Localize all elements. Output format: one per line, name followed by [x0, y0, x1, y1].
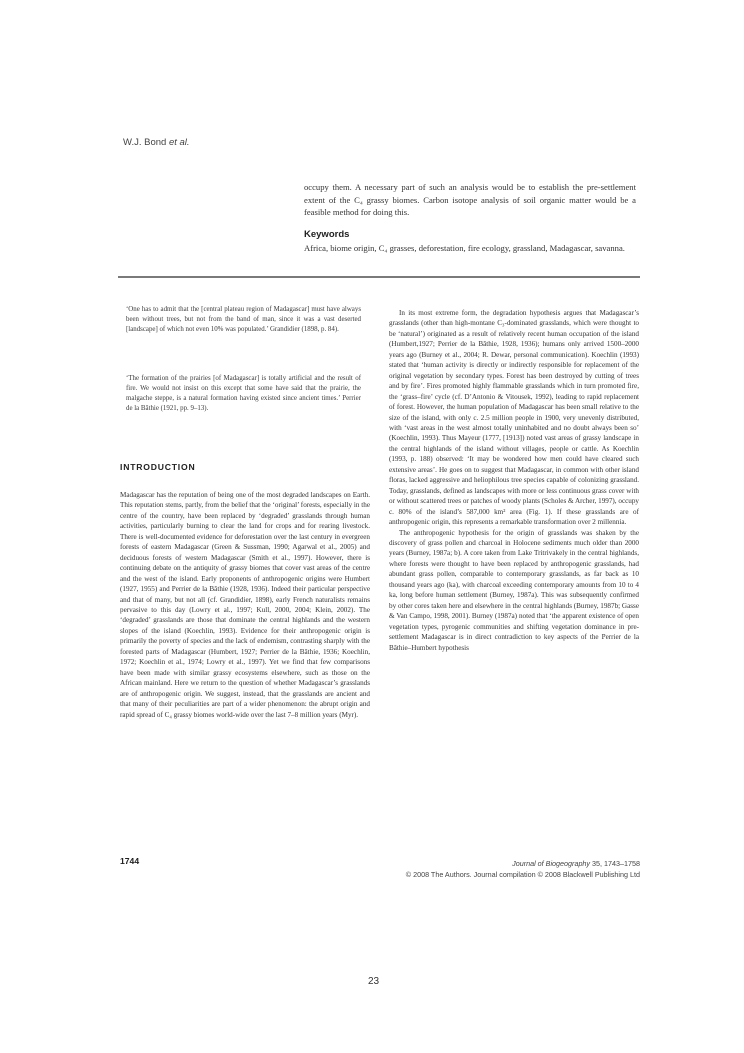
epigraph-text: ‘One has to admit that the [central plateau region of Madagascar] must have always been without trees, but not from the band of man, since it was a vast deserted [landscape] of which not even 10% was populated.’ Grandidier (1898, p. 84).	[126, 306, 361, 334]
running-head-authors: W.J. Bond	[123, 137, 167, 148]
running-head	[123, 137, 190, 148]
keywords-heading: Keywords	[304, 229, 350, 240]
epigraph-grandidier	[126, 305, 361, 335]
body-paragraph: The anthropogenic hypothesis for the origin of grasslands was shaken by the discovery of grass pollen and charcoal in Holocene sediments much older than 2000 years (Burney, 1987a; b). A core taken from Lake Tritrivakely in the central highlands, where forests were thought to have been replaced by anthropogenic grasslands, had abundant grass pollen, comparable to contemporary grasslands, as far back as 10 thousand years ago (ka), with charcoal exceeding contemporary amounts from 10 to 4 ka, long before human settlement (Burney, 1987a). This was subsequently confirmed by other cores taken here and elsewhere in the central highlands (Burney, 1987b; Gasse & Van Campo, 1998, 2001). Burney (1987a) noted that ‘the apparent existence of open vegetation types, pyrogenic communities and shifting vegetation dominance in pre-settlement Madagascar is in direct contradiction to key aspects of the Perrier de la Bâthie–Humbert hypothesis	[389, 528, 639, 652]
journal-volume: 35, 1743–1758	[592, 859, 640, 868]
epigraph-text: ‘The formation of the prairies [of Madagascar] is totally artificial and the result of fire. We would not insist on this except that some have said that the prairie, the malgache steppe, is a natural formation having existed since ancient times.’ Perrier de la Bâthie (1921, pp. 9–13).	[126, 375, 361, 413]
scan-page-number: 23	[368, 976, 380, 987]
copyright-line: © 2008 The Authors. Journal compilation © 2008 Blackwell Publishing Ltd	[405, 869, 640, 879]
left-column	[120, 490, 370, 720]
section-divider	[118, 276, 640, 278]
running-head-etal: et al.	[168, 137, 190, 148]
body-paragraph: In its most extreme form, the degradation hypothesis argues that Madagascar’s grasslands (other than high-montane C₃-dominated grasslands, which were thought to be ‘natural’) originated as a result of relatively recent human occupation of the island (Humbert,1927; Perrier de la Bâthie, 1928, 1936); humans only arrived 1500–2000 years ago (Burney et al., 2004; R. Dewar, personal communication). Koechlin (1993) stated that ‘human activity is directly or indirectly responsible for replacement of the original vegetation by secondary types. Forest has been destroyed by cutting of trees and by fire’. Fires promoted highly flammable grasslands which in turn promoted fire, the ‘grass–fire’ cycle (cf. D’Antonio & Vitousek, 1992), leading to rapid replacement of forest. However, the human population of Madagascar has been small relative to the size of the island, with only c. 2.5 million people in 1900, very unevenly distributed, with ‘vast areas in the west almost totally uninhabited and no doubt always been so’ (Koechlin, 1993). Thus Mayeur (1777, [1913]) noted vast areas of grassy landscape in the central highlands of the island without villages, people or cattle. As Koechlin (1993, p. 188) observed: ‘It may be wondered how men could have cleared such extensive areas’. He goes on to suggest that Madagascar, in common with other island floras, lacked aggressive and heliophilous tree species capable of colonizing grassland. Today, grasslands, defined as landscapes with more or less continuous grass cover with or without scattered trees or patches of woody plants (Scholes & Archer, 1997), occupy c. 80% of the island’s 587,000 km² area (Fig. 1). If these grasslands are of anthropogenic origin, this represents a remarkable transformation over 2 millennia.	[389, 309, 639, 527]
abstract-continuation	[304, 181, 636, 219]
epigraph-perrier	[126, 374, 361, 414]
page-number: 1744	[120, 856, 140, 866]
journal-title: Journal of Biogeography	[512, 859, 591, 868]
keywords-list: Africa, biome origin, C₄ grasses, deforestation, fire ecology, grassland, Madagascar, savanna.	[304, 243, 625, 253]
introduction-heading: INTRODUCTION	[120, 462, 196, 472]
journal-footer	[406, 859, 640, 880]
introduction-paragraph: Madagascar has the reputation of being one of the most degraded landscapes on Earth. This reputation stems, partly, from the belief that the ‘original’ forests, especially in the centre of the country, have been replaced by ‘degraded’ grasslands through human activities, particularly burning to clear the land for crops and for rearing livestock. There is well-documented evidence for deforestation over the last century in evergreen forests of eastern Madagascar (Green & Sussman, 1990; Agarwal et al., 2005) and deciduous forests of western Madagascar (Smith et al., 1997). However, there is continuing debate on the antiquity of grassy biomes that cover vast areas of the centre and the west of the island. Early proponents of anthropogenic origins were Humbert (1927, 1955) and Perrier de la Bâthie (1928, 1936). Indeed their particular perspective and that of many, but not all (cf. Grandidier, 1898), early French naturalists remains pervasive to this day (Lowry et al., 1997; Kull, 2000, 2004; Klein, 2002). The ‘degraded’ grasslands are those that dominate the central highlands and the western slopes of the island (Koechlin, 1993). Evidence for their anthropogenic origin is primarily the poverty of species and the lack of endemism, contrasting sharply with the forested parts of Madagascar (Humbert, 1927; Perrier de la Bâthie, 1936; Koechlin, 1972; Koechlin et al., 1974; Lowry et al., 1997). Yet we find that few comparisons have been made with similar grassy ecosystems elsewhere, such as those on the African mainland. Here we return to the question of whether Madagascar’s grasslands are of anthropogenic origin. We suggest, instead, that the grasslands are ancient and that many of their peculiarities are part of a wider phenomenon: the abrupt origin and rapid spread of C₄ grassy biomes world-wide over the last 7–8 million years (Myr).	[120, 491, 370, 719]
right-column	[389, 308, 639, 653]
abstract-text: occupy them. A necessary part of such an analysis would be to establish the pre-settlement extent of the C₄ grassy biomes. Carbon isotope analysis of soil organic matter would be a feasible method for doing this.	[304, 182, 636, 218]
